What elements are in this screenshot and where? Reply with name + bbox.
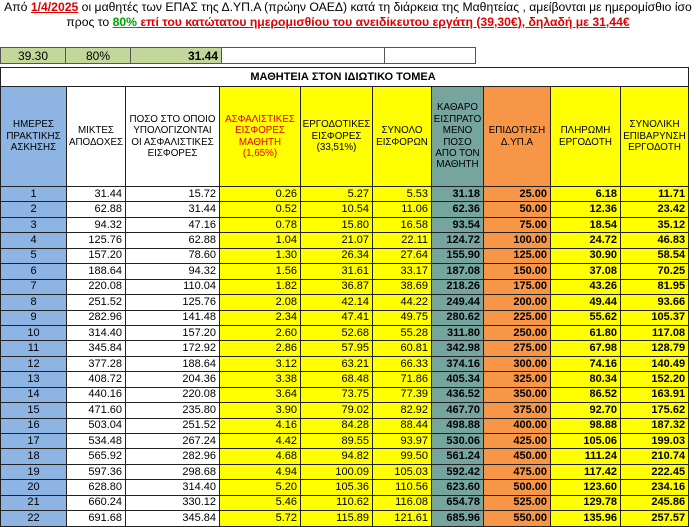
cell-subsidy[interactable]: 375.00 bbox=[484, 403, 551, 418]
cell-day[interactable]: 4 bbox=[1, 233, 67, 248]
cell-employer-contrib[interactable]: 42.14 bbox=[301, 295, 373, 310]
cell-day[interactable]: 17 bbox=[1, 434, 67, 449]
cell-employer-payment[interactable]: 111.24 bbox=[551, 449, 621, 464]
cell-employer-total[interactable]: 93.66 bbox=[621, 295, 689, 310]
cell-student-contrib[interactable]: 0.52 bbox=[220, 202, 301, 217]
cell-student-contrib[interactable]: 5.20 bbox=[220, 480, 301, 495]
cell-total-contrib[interactable]: 116.08 bbox=[373, 495, 432, 510]
cell-day[interactable]: 20 bbox=[1, 480, 67, 495]
cell-gross[interactable]: 251.52 bbox=[67, 295, 126, 310]
cell-employer-total[interactable]: 199.03 bbox=[621, 434, 689, 449]
cell-student-contrib[interactable]: 5.46 bbox=[220, 495, 301, 510]
cell-net[interactable]: 280.62 bbox=[432, 310, 484, 325]
cell-employer-contrib[interactable]: 79.02 bbox=[301, 403, 373, 418]
intro-part-2: οι μαθητές των ΕΠΑΣ της Δ.ΥΠ.Α (πρώην ΟΑΕΔ) κατά τη διάρκεια της Μαθητείας , αμείβονται με ημερομίσθιο ίσο προς το bbox=[66, 0, 692, 29]
cell-employer-total[interactable]: 245.86 bbox=[621, 495, 689, 510]
cell-employer-payment[interactable]: 67.98 bbox=[551, 341, 621, 356]
cell-net[interactable]: 187.08 bbox=[432, 264, 484, 279]
table-row bbox=[1, 279, 689, 294]
cell-day[interactable]: 9 bbox=[1, 310, 67, 325]
table-row bbox=[1, 295, 689, 310]
cell-gross[interactable]: 345.84 bbox=[67, 341, 126, 356]
cell-employer-total[interactable]: 163.91 bbox=[621, 387, 689, 402]
cell-gross[interactable]: 503.04 bbox=[67, 418, 126, 433]
header-days: ΗΜΕΡΕΣ ΠΡΑΚΤΙΚΗΣ ΑΣΚΗΣΗΣ bbox=[1, 87, 67, 187]
cell-subsidy[interactable]: 200.00 bbox=[484, 295, 551, 310]
cell-employer-contrib[interactable]: 31.61 bbox=[301, 264, 373, 279]
cell-insurable[interactable]: 235.80 bbox=[126, 403, 220, 418]
table-row bbox=[1, 356, 689, 371]
cell-net[interactable]: 405.34 bbox=[432, 372, 484, 387]
cell-total-contrib[interactable]: 44.22 bbox=[373, 295, 432, 310]
table-row bbox=[1, 187, 689, 202]
cell-net[interactable]: 124.72 bbox=[432, 233, 484, 248]
cell-employer-total[interactable]: 11.71 bbox=[621, 187, 689, 202]
cell-student-contrib[interactable]: 2.86 bbox=[220, 341, 301, 356]
cell-gross[interactable]: 125.76 bbox=[67, 233, 126, 248]
table-row bbox=[1, 310, 689, 325]
cell-insurable[interactable]: 345.84 bbox=[126, 511, 220, 526]
header-employer-payment: ΠΛΗΡΩΜΗ ΕΡΓΟΔΟΤΗ bbox=[551, 87, 621, 187]
cell-insurable[interactable]: 220.08 bbox=[126, 387, 220, 402]
cell-subsidy[interactable]: 50.00 bbox=[484, 202, 551, 217]
cell-day[interactable]: 13 bbox=[1, 372, 67, 387]
table-row bbox=[1, 418, 689, 433]
cell-gross[interactable]: 471.60 bbox=[67, 403, 126, 418]
cell-total-contrib[interactable]: 93.97 bbox=[373, 434, 432, 449]
table-row bbox=[1, 387, 689, 402]
header-employer-contributions: ΕΡΓΟΔΟΤΙΚΕΣ ΕΙΣΦΟΡΕΣ (33,51%) bbox=[301, 87, 373, 187]
cell-net[interactable]: 342.98 bbox=[432, 341, 484, 356]
cell-employer-payment[interactable]: 55.62 bbox=[551, 310, 621, 325]
cell-subsidy[interactable]: 500.00 bbox=[484, 480, 551, 495]
cell-net[interactable]: 374.16 bbox=[432, 356, 484, 371]
cell-employer-payment[interactable]: 117.42 bbox=[551, 464, 621, 479]
intro-date: 1/4/2025 bbox=[30, 0, 79, 14]
intro-part-1: Από bbox=[4, 0, 31, 14]
cell-total-contrib[interactable]: 22.11 bbox=[373, 233, 432, 248]
cell-gross[interactable]: 62.88 bbox=[67, 202, 126, 217]
cell-gross[interactable]: 534.48 bbox=[67, 434, 126, 449]
cell-insurable[interactable]: 251.52 bbox=[126, 418, 220, 433]
cell-total-contrib[interactable]: 105.03 bbox=[373, 464, 432, 479]
cell-total-contrib[interactable]: 77.39 bbox=[373, 387, 432, 402]
cell-employer-payment[interactable]: 24.72 bbox=[551, 233, 621, 248]
cell-student-contrib[interactable]: 3.90 bbox=[220, 403, 301, 418]
cell-insurable[interactable]: 15.72 bbox=[126, 187, 220, 202]
cell-employer-contrib[interactable]: 36.87 bbox=[301, 279, 373, 294]
cell-employer-payment[interactable]: 18.54 bbox=[551, 217, 621, 232]
cell-employer-total[interactable]: 23.42 bbox=[621, 202, 689, 217]
cell-subsidy[interactable]: 275.00 bbox=[484, 341, 551, 356]
cell-day[interactable]: 18 bbox=[1, 449, 67, 464]
cell-day[interactable]: 6 bbox=[1, 264, 67, 279]
table-row bbox=[1, 233, 689, 248]
cell-student-contrib[interactable]: 3.64 bbox=[220, 387, 301, 402]
cell-day[interactable]: 5 bbox=[1, 248, 67, 263]
cell-employer-contrib[interactable]: 89.55 bbox=[301, 434, 373, 449]
cell-employer-total[interactable]: 152.20 bbox=[621, 372, 689, 387]
cell-subsidy[interactable]: 400.00 bbox=[484, 418, 551, 433]
percent-cell[interactable]: 80% bbox=[66, 48, 131, 64]
cell-gross[interactable]: 282.96 bbox=[67, 310, 126, 325]
cell-net[interactable]: 93.54 bbox=[432, 217, 484, 232]
header-student-contributions: ΑΣΦΑΛΙΣΤΙΚΕΣ ΕΙΣΦΟΡΕΣ ΜΑΘΗΤΗ (1,65%) bbox=[220, 87, 301, 187]
cell-total-contrib[interactable]: 49.75 bbox=[373, 310, 432, 325]
apprenticeship-table bbox=[0, 67, 689, 527]
cell-net[interactable]: 561.24 bbox=[432, 449, 484, 464]
cell-employer-total[interactable]: 210.74 bbox=[621, 449, 689, 464]
cell-gross[interactable]: 220.08 bbox=[67, 279, 126, 294]
cell-net[interactable]: 436.52 bbox=[432, 387, 484, 402]
cell-employer-total[interactable]: 128.79 bbox=[621, 341, 689, 356]
cell-employer-payment[interactable]: 37.08 bbox=[551, 264, 621, 279]
cell-employer-payment[interactable]: 98.88 bbox=[551, 418, 621, 433]
cell-employer-contrib[interactable]: 100.09 bbox=[301, 464, 373, 479]
table-body bbox=[1, 187, 689, 527]
cell-gross[interactable]: 597.36 bbox=[67, 464, 126, 479]
table-row bbox=[1, 325, 689, 340]
cell-total-contrib[interactable]: 33.17 bbox=[373, 264, 432, 279]
cell-insurable[interactable]: 141.48 bbox=[126, 310, 220, 325]
intro-text bbox=[0, 0, 696, 44]
cell-employer-payment[interactable]: 43.26 bbox=[551, 279, 621, 294]
cell-subsidy[interactable]: 100.00 bbox=[484, 233, 551, 248]
cell-total-contrib[interactable]: 66.33 bbox=[373, 356, 432, 371]
cell-employer-payment[interactable]: 74.16 bbox=[551, 356, 621, 371]
cell-net[interactable]: 311.80 bbox=[432, 325, 484, 340]
cell-student-contrib[interactable]: 3.12 bbox=[220, 356, 301, 371]
cell-subsidy[interactable]: 175.00 bbox=[484, 279, 551, 294]
cell-subsidy[interactable]: 525.00 bbox=[484, 495, 551, 510]
cell-employer-contrib[interactable]: 115.89 bbox=[301, 511, 373, 526]
cell-day[interactable]: 21 bbox=[1, 495, 67, 510]
cell-day[interactable]: 3 bbox=[1, 217, 67, 232]
cell-net[interactable]: 530.06 bbox=[432, 434, 484, 449]
cell-gross[interactable]: 31.44 bbox=[67, 187, 126, 202]
cell-subsidy[interactable]: 425.00 bbox=[484, 434, 551, 449]
table-row bbox=[1, 264, 689, 279]
cell-total-contrib[interactable]: 5.53 bbox=[373, 187, 432, 202]
cell-net[interactable]: 31.18 bbox=[432, 187, 484, 202]
header-insurable-amount: ΠΟΣΟ ΣΤΟ ΟΠΟΙΟ ΥΠΟΛΟΓΙΖΟΝΤΑΙ ΟΙ ΑΣΦΑΛΙΣΤΙΚΕΣ ΕΙΣΦΟΡΕΣ bbox=[126, 87, 220, 187]
cell-employer-payment[interactable]: 129.78 bbox=[551, 495, 621, 510]
cell-subsidy[interactable]: 125.00 bbox=[484, 248, 551, 263]
cell-employer-total[interactable]: 187.32 bbox=[621, 418, 689, 433]
cell-employer-total[interactable]: 81.95 bbox=[621, 279, 689, 294]
header-employer-total-cost: ΣΥΝΟΛΙΚΗ ΕΠΙΒΑΡΥΝΣΗ ΕΡΓΟΔΟΤΗ bbox=[621, 87, 689, 187]
cell-net[interactable]: 685.96 bbox=[432, 511, 484, 526]
cell-total-contrib[interactable]: 60.81 bbox=[373, 341, 432, 356]
cell-total-contrib[interactable]: 55.28 bbox=[373, 325, 432, 340]
cell-total-contrib[interactable]: 110.56 bbox=[373, 480, 432, 495]
cell-day[interactable]: 11 bbox=[1, 341, 67, 356]
cell-student-contrib[interactable]: 2.60 bbox=[220, 325, 301, 340]
cell-insurable[interactable]: 298.68 bbox=[126, 464, 220, 479]
cell-gross[interactable]: 691.68 bbox=[67, 511, 126, 526]
cell-employer-contrib[interactable]: 68.48 bbox=[301, 372, 373, 387]
cell-student-contrib[interactable]: 1.04 bbox=[220, 233, 301, 248]
cell-employer-contrib[interactable]: 10.54 bbox=[301, 202, 373, 217]
cell-student-contrib[interactable]: 1.56 bbox=[220, 264, 301, 279]
cell-employer-contrib[interactable]: 57.95 bbox=[301, 341, 373, 356]
table-row bbox=[1, 403, 689, 418]
cell-employer-payment[interactable]: 12.36 bbox=[551, 202, 621, 217]
cell-employer-payment[interactable]: 123.60 bbox=[551, 480, 621, 495]
cell-student-contrib[interactable]: 1.30 bbox=[220, 248, 301, 263]
table-title: ΜΑΘΗΤΕΙΑ ΣΤΟΝ ΙΔΙΩΤΙΚΟ ΤΟΜΕΑ bbox=[1, 68, 689, 87]
cell-insurable[interactable]: 314.40 bbox=[126, 480, 220, 495]
cell-employer-total[interactable]: 117.08 bbox=[621, 325, 689, 340]
cell-employer-payment[interactable]: 105.06 bbox=[551, 434, 621, 449]
cell-subsidy[interactable]: 25.00 bbox=[484, 187, 551, 202]
cell-subsidy[interactable]: 300.00 bbox=[484, 356, 551, 371]
cell-total-contrib[interactable]: 27.64 bbox=[373, 248, 432, 263]
cell-gross[interactable]: 94.32 bbox=[67, 217, 126, 232]
cell-student-contrib[interactable]: 5.72 bbox=[220, 511, 301, 526]
cell-gross[interactable]: 157.20 bbox=[67, 248, 126, 263]
cell-student-contrib[interactable]: 1.82 bbox=[220, 279, 301, 294]
cell-net[interactable]: 654.78 bbox=[432, 495, 484, 510]
cell-subsidy[interactable]: 150.00 bbox=[484, 264, 551, 279]
cell-gross[interactable]: 565.92 bbox=[67, 449, 126, 464]
cell-total-contrib[interactable]: 82.92 bbox=[373, 403, 432, 418]
cell-employer-contrib[interactable]: 73.75 bbox=[301, 387, 373, 402]
cell-employer-payment[interactable]: 61.80 bbox=[551, 325, 621, 340]
cell-gross[interactable]: 188.64 bbox=[67, 264, 126, 279]
cell-employer-contrib[interactable]: 21.07 bbox=[301, 233, 373, 248]
table-row bbox=[1, 495, 689, 510]
intro-part-3: επί του κατώτατου ημερομισθίου του ανειδίκευτου εργάτη (39,30€), δηλαδή με 31,44€ bbox=[136, 14, 630, 29]
header-dypa-subsidy: ΕΠΙΔΟΤΗΣΗ Δ.ΥΠ.Α bbox=[484, 87, 551, 187]
cell-insurable[interactable]: 62.88 bbox=[126, 233, 220, 248]
table-row bbox=[1, 480, 689, 495]
input-cells bbox=[0, 47, 476, 64]
cell-employer-contrib[interactable]: 5.27 bbox=[301, 187, 373, 202]
cell-day[interactable]: 16 bbox=[1, 418, 67, 433]
cell-net[interactable]: 155.90 bbox=[432, 248, 484, 263]
cell-student-contrib[interactable]: 4.94 bbox=[220, 464, 301, 479]
cell-employer-contrib[interactable]: 47.41 bbox=[301, 310, 373, 325]
cell-employer-total[interactable]: 140.49 bbox=[621, 356, 689, 371]
cell-gross[interactable]: 660.24 bbox=[67, 495, 126, 510]
cell-net[interactable]: 498.88 bbox=[432, 418, 484, 433]
cell-insurable[interactable]: 204.36 bbox=[126, 372, 220, 387]
cell-gross[interactable]: 408.72 bbox=[67, 372, 126, 387]
cell-day[interactable]: 2 bbox=[1, 202, 67, 217]
cell-day[interactable]: 15 bbox=[1, 403, 67, 418]
cell-insurable[interactable]: 125.76 bbox=[126, 295, 220, 310]
cell-net[interactable]: 467.70 bbox=[432, 403, 484, 418]
cell-gross[interactable]: 377.28 bbox=[67, 356, 126, 371]
cell-employer-total[interactable]: 70.25 bbox=[621, 264, 689, 279]
intro-percent: 80% bbox=[112, 14, 137, 29]
cell-subsidy[interactable]: 475.00 bbox=[484, 464, 551, 479]
table-row bbox=[1, 202, 689, 217]
cell-student-contrib[interactable]: 3.38 bbox=[220, 372, 301, 387]
cell-employer-payment[interactable]: 80.34 bbox=[551, 372, 621, 387]
cell-subsidy[interactable]: 450.00 bbox=[484, 449, 551, 464]
cell-day[interactable]: 12 bbox=[1, 356, 67, 371]
header-gross: ΜΙΚΤΕΣ ΑΠΟΔΟΧΕΣ bbox=[67, 87, 126, 187]
cell-subsidy[interactable]: 250.00 bbox=[484, 325, 551, 340]
cell-total-contrib[interactable]: 121.61 bbox=[373, 511, 432, 526]
cell-insurable[interactable]: 157.20 bbox=[126, 325, 220, 340]
cell-insurable[interactable]: 267.24 bbox=[126, 434, 220, 449]
cell-employer-total[interactable]: 257.57 bbox=[621, 511, 689, 526]
cell-total-contrib[interactable]: 11.06 bbox=[373, 202, 432, 217]
cell-net[interactable]: 623.60 bbox=[432, 480, 484, 495]
empty-cell bbox=[222, 48, 385, 64]
cell-day[interactable]: 22 bbox=[1, 511, 67, 526]
table-row bbox=[1, 217, 689, 232]
cell-net[interactable]: 62.36 bbox=[432, 202, 484, 217]
table-row bbox=[1, 434, 689, 449]
table-row bbox=[1, 248, 689, 263]
cell-employer-contrib[interactable]: 94.82 bbox=[301, 449, 373, 464]
cell-insurable[interactable]: 282.96 bbox=[126, 449, 220, 464]
cell-insurable[interactable]: 172.92 bbox=[126, 341, 220, 356]
cell-net[interactable]: 592.42 bbox=[432, 464, 484, 479]
cell-total-contrib[interactable]: 71.86 bbox=[373, 372, 432, 387]
cell-employer-payment[interactable]: 135.96 bbox=[551, 511, 621, 526]
cell-employer-payment[interactable]: 30.90 bbox=[551, 248, 621, 263]
cell-employer-contrib[interactable]: 15.80 bbox=[301, 217, 373, 232]
cell-student-contrib[interactable]: 4.16 bbox=[220, 418, 301, 433]
cell-total-contrib[interactable]: 88.44 bbox=[373, 418, 432, 433]
cell-employer-contrib[interactable]: 26.34 bbox=[301, 248, 373, 263]
cell-student-contrib[interactable]: 4.42 bbox=[220, 434, 301, 449]
cell-employer-payment[interactable]: 49.44 bbox=[551, 295, 621, 310]
cell-day[interactable]: 1 bbox=[1, 187, 67, 202]
cell-student-contrib[interactable]: 4.68 bbox=[220, 449, 301, 464]
cell-insurable[interactable]: 110.04 bbox=[126, 279, 220, 294]
cell-day[interactable]: 14 bbox=[1, 387, 67, 402]
cell-day[interactable]: 10 bbox=[1, 325, 67, 340]
cell-insurable[interactable]: 94.32 bbox=[126, 264, 220, 279]
cell-insurable[interactable]: 330.12 bbox=[126, 495, 220, 510]
table-row bbox=[1, 511, 689, 526]
table-row bbox=[1, 341, 689, 356]
cell-employer-contrib[interactable]: 52.68 bbox=[301, 325, 373, 340]
cell-employer-payment[interactable]: 92.70 bbox=[551, 403, 621, 418]
cell-employer-total[interactable]: 222.45 bbox=[621, 464, 689, 479]
cell-total-contrib[interactable]: 99.50 bbox=[373, 449, 432, 464]
cell-day[interactable]: 8 bbox=[1, 295, 67, 310]
cell-employer-total[interactable]: 175.62 bbox=[621, 403, 689, 418]
base-wage-cell[interactable]: 39.30 bbox=[1, 48, 66, 64]
cell-day[interactable]: 19 bbox=[1, 464, 67, 479]
cell-employer-contrib[interactable]: 84.28 bbox=[301, 418, 373, 433]
daily-wage-cell[interactable]: 31.44 bbox=[131, 48, 222, 64]
cell-net[interactable]: 218.26 bbox=[432, 279, 484, 294]
table-row bbox=[1, 464, 689, 479]
cell-employer-total[interactable]: 35.12 bbox=[621, 217, 689, 232]
cell-insurable[interactable]: 78.60 bbox=[126, 248, 220, 263]
cell-employer-payment[interactable]: 6.18 bbox=[551, 187, 621, 202]
cell-employer-payment[interactable]: 86.52 bbox=[551, 387, 621, 402]
table-row bbox=[1, 372, 689, 387]
table-row bbox=[1, 449, 689, 464]
cell-insurable[interactable]: 188.64 bbox=[126, 356, 220, 371]
cell-gross[interactable]: 440.16 bbox=[67, 387, 126, 402]
cell-employer-contrib[interactable]: 63.21 bbox=[301, 356, 373, 371]
cell-gross[interactable]: 628.80 bbox=[67, 480, 126, 495]
cell-employer-contrib[interactable]: 110.62 bbox=[301, 495, 373, 510]
cell-student-contrib[interactable]: 2.08 bbox=[220, 295, 301, 310]
cell-gross[interactable]: 314.40 bbox=[67, 325, 126, 340]
empty-cell bbox=[385, 48, 476, 64]
cell-insurable[interactable]: 31.44 bbox=[126, 202, 220, 217]
cell-subsidy[interactable]: 550.00 bbox=[484, 511, 551, 526]
cell-subsidy[interactable]: 225.00 bbox=[484, 310, 551, 325]
cell-employer-total[interactable]: 105.37 bbox=[621, 310, 689, 325]
cell-insurable[interactable]: 47.16 bbox=[126, 217, 220, 232]
header-total-contributions: ΣΥΝΟΛΟ ΕΙΣΦΟΡΩΝ bbox=[373, 87, 432, 187]
cell-student-contrib[interactable]: 0.26 bbox=[220, 187, 301, 202]
cell-student-contrib[interactable]: 0.78 bbox=[220, 217, 301, 232]
cell-day[interactable]: 7 bbox=[1, 279, 67, 294]
cell-subsidy[interactable]: 350.00 bbox=[484, 387, 551, 402]
cell-subsidy[interactable]: 325.00 bbox=[484, 372, 551, 387]
cell-employer-total[interactable]: 46.83 bbox=[621, 233, 689, 248]
cell-net[interactable]: 249.44 bbox=[432, 295, 484, 310]
cell-subsidy[interactable]: 75.00 bbox=[484, 217, 551, 232]
cell-total-contrib[interactable]: 16.58 bbox=[373, 217, 432, 232]
header-net-amount: ΚΑΘΑΡΟ ΕΙΣΠΡΑΤΟ ΜΕΝΟ ΠΟΣΟ ΑΠΟ ΤΟΝ ΜΑΘΗΤΗ bbox=[432, 87, 484, 187]
cell-total-contrib[interactable]: 38.69 bbox=[373, 279, 432, 294]
cell-student-contrib[interactable]: 2.34 bbox=[220, 310, 301, 325]
cell-employer-total[interactable]: 234.16 bbox=[621, 480, 689, 495]
cell-employer-total[interactable]: 58.54 bbox=[621, 248, 689, 263]
cell-employer-contrib[interactable]: 105.36 bbox=[301, 480, 373, 495]
